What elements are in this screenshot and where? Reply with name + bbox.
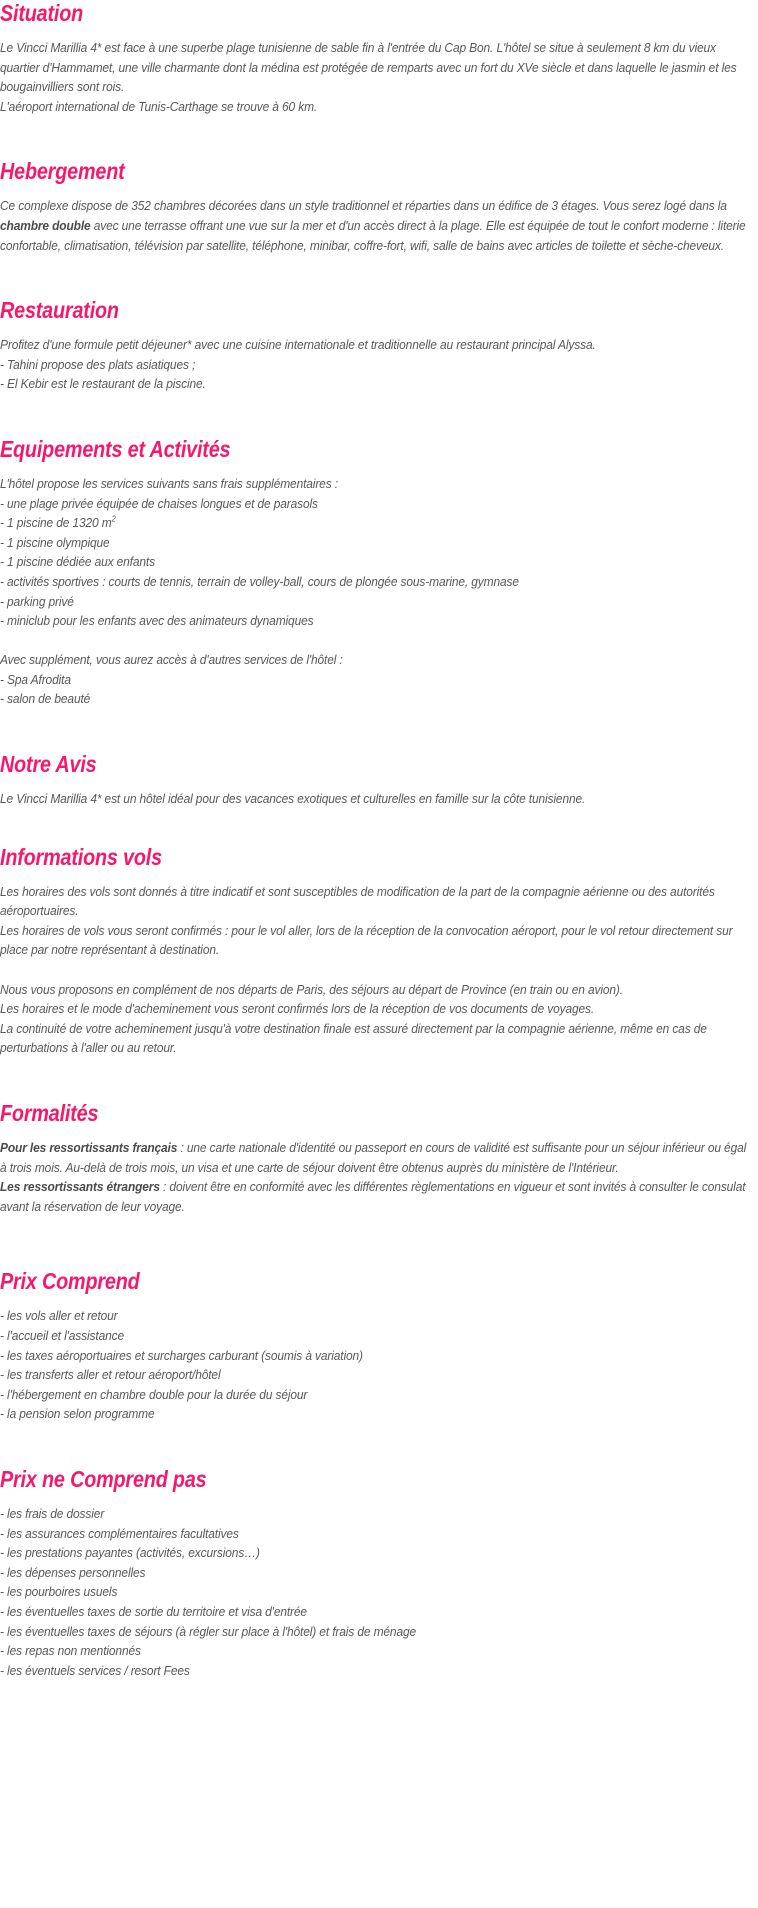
body-paragraph: - les prestations payantes (activités, excursions…) [0, 1545, 260, 1561]
section-notre-avis [0, 751, 756, 809]
section-spacer [0, 116, 756, 158]
body-paragraph: - Spa Afrodita [0, 671, 71, 687]
body-paragraph: - les frais de dossier [0, 1505, 105, 1521]
heading-spacer [0, 1492, 756, 1504]
body-paragraph: Ce complexe dispose de 352 chambres décorées dans un style traditionnel et réparties dans un édifice de 3 étages. Vous serez logé dans la chambre double avec une terrasse offrant une vue sur la mer et d'un accès direct à la plage. Elle est équipée de tout le confort moderne : literie confortable, climatisation, télévision par satellite, téléphone, minibar, coffre-fort, wifi, salle de bains avec articles de toilette et sèche-cheveux. [0, 198, 746, 253]
body-paragraph: Les ressortissants étrangers : doivent être en conformité avec les différentes règlementations en vigueur et sont invités à consulter le consulat avant la réservation de leur voyage. [0, 1179, 746, 1214]
body-paragraph: - les transferts aller et retour aéroport/hôtel [0, 1367, 221, 1383]
section-spacer [0, 1424, 756, 1466]
body-paragraph: - salon de beauté [0, 691, 91, 707]
section-hebergement [0, 158, 756, 255]
body-paragraph: - Tahini propose des plats asiatiques ; [0, 356, 196, 372]
section-spacer [0, 1058, 756, 1100]
heading-spacer [0, 1294, 756, 1306]
section-prix-ne-comprend-pas [0, 1466, 756, 1680]
section-spacer [0, 1216, 756, 1268]
section-spacer [0, 809, 756, 844]
body-paragraph: - les taxes aéroportuaires et surcharges carburant (soumis à variation) [0, 1347, 363, 1363]
section-spacer [0, 394, 756, 436]
section-heading: Prix ne Comprend pas [0, 1465, 207, 1492]
body-paragraph: - parking privé [0, 593, 74, 609]
section-heading: Formalités [0, 1100, 99, 1126]
body-paragraph: - activités sportives : courts de tennis, terrain de volley-ball, cours de plongée sous-marine, gymnase [0, 573, 519, 589]
body-paragraph: - la pension selon programme [0, 1406, 155, 1422]
body-paragraph: - les vols aller et retour [0, 1308, 118, 1324]
section-spacer [0, 255, 756, 297]
section-heading: Situation [0, 0, 84, 26]
body-paragraph: - 1 piscine olympique [0, 534, 110, 550]
body-paragraph: - El Kebir est le restaurant de la piscine. [0, 376, 206, 392]
heading-spacer [0, 1126, 756, 1138]
body-paragraph: Les horaires et le mode d'acheminement vous seront confirmés lors de la réception de vos documents de voyages. [0, 1001, 595, 1017]
body-paragraph: - les éventuels services / resort Fees [0, 1662, 190, 1678]
body-paragraph: - l'hébergement en chambre double pour la durée du séjour [0, 1386, 308, 1402]
blank-line [0, 960, 756, 980]
body-paragraph: L'aéroport international de Tunis-Carthage se trouve à 60 km. [0, 98, 318, 114]
body-paragraph: Les horaires de vols vous seront confirmés : pour le vol aller, lors de la réception de la convocation aéroport, pour le vol retour directement sur place par notre représentant à destination. [0, 922, 733, 958]
body-paragraph: - les éventuelles taxes de séjours (à régler sur place à l'hôtel) et frais de ménage [0, 1623, 417, 1639]
heading-spacer [0, 462, 756, 474]
section-heading: Notre Avis [0, 751, 97, 778]
heading-spacer [0, 323, 756, 335]
section-heading: Restauration [0, 297, 119, 324]
body-paragraph: La continuité de votre acheminement jusqu'à votre destination finale est assuré directement par la compagnie aérienne, même en cas de perturbations à l'aller ou au retour. [0, 1020, 707, 1056]
body-paragraph: L'hôtel propose les services suivants sans frais supplémentaires : [0, 475, 338, 491]
section-prix-comprend [0, 1268, 756, 1424]
section-heading: Prix Comprend [0, 1268, 140, 1295]
body-paragraph: - l'accueil et l'assistance [0, 1327, 124, 1343]
body-paragraph: - les éventuelles taxes de sortie du territoire et visa d'entrée [0, 1603, 307, 1619]
body-paragraph: - les dépenses personnelles [0, 1564, 146, 1580]
heading-spacer [0, 184, 756, 196]
section-situation [0, 0, 756, 116]
body-paragraph: - les repas non mentionnés [0, 1643, 141, 1659]
body-paragraph: - miniclub pour les enfants avec des animateurs dynamiques [0, 613, 314, 629]
body-paragraph: - 1 piscine dédiée aux enfants [0, 554, 155, 570]
section-formalites [0, 1100, 756, 1216]
heading-spacer [0, 870, 756, 882]
section-equipements-et-activites [0, 436, 756, 709]
body-paragraph: Profitez d'une formule petit déjeuner* avec une cuisine internationale et traditionnelle au restaurant principal Alyssa. [0, 337, 596, 353]
body-paragraph: Nous vous proposons en complément de nos départs de Paris, des séjours au départ de Province (en train ou en avion). [0, 981, 623, 997]
body-paragraph: Avec supplément, vous aurez accès à d'autres services de l'hôtel : [0, 652, 343, 668]
body-paragraph: - 1 piscine de 1320 $m^2$ [0, 514, 116, 531]
body-paragraph: - les assurances complémentaires facultatives [0, 1525, 239, 1541]
section-informations-vols [0, 844, 756, 1058]
section-heading: Hebergement [0, 158, 125, 185]
section-heading: Equipements et Activités [0, 435, 231, 462]
body-paragraph: Les horaires des vols sont donnés à titre indicatif et sont susceptibles de modification de la part de la compagnie aérienne ou des autorités aéroportuaires. [0, 883, 715, 919]
blank-line [0, 631, 756, 651]
heading-spacer [0, 777, 756, 789]
section-restauration [0, 297, 756, 394]
body-paragraph: - une plage privée équipée de chaises longues et de parasols [0, 495, 318, 511]
body-paragraph: Pour les ressortissants français : une carte nationale d'identité ou passeport en cours de validité est suffisante pour un séjour inférieur ou égal à trois mois. Au-delà de trois mois, un visa et une carte de séjour doivent être obtenus auprès du ministère de l'Intérieur. [0, 1140, 747, 1175]
heading-spacer [0, 26, 756, 38]
body-paragraph: Le Vincci Marillia 4* est un hôtel idéal pour des vacances exotiques et culturelles en famille sur la côte tunisienne. [0, 791, 586, 807]
section-heading: Informations vols [0, 843, 162, 870]
section-spacer [0, 709, 756, 751]
body-paragraph: Le Vincci Marillia 4* est face à une superbe plage tunisienne de sable fin à l'entrée du Cap Bon. L'hôtel se situe à seulement 8 km du vieux quartier d'Hammamet, une ville charmante dont la médina est protégée de remparts avec un fort du XVe siècle et dans laquelle le jasmin et les bougainvilliers sont rois. [0, 40, 737, 95]
body-paragraph: - les pourboires usuels [0, 1584, 118, 1600]
